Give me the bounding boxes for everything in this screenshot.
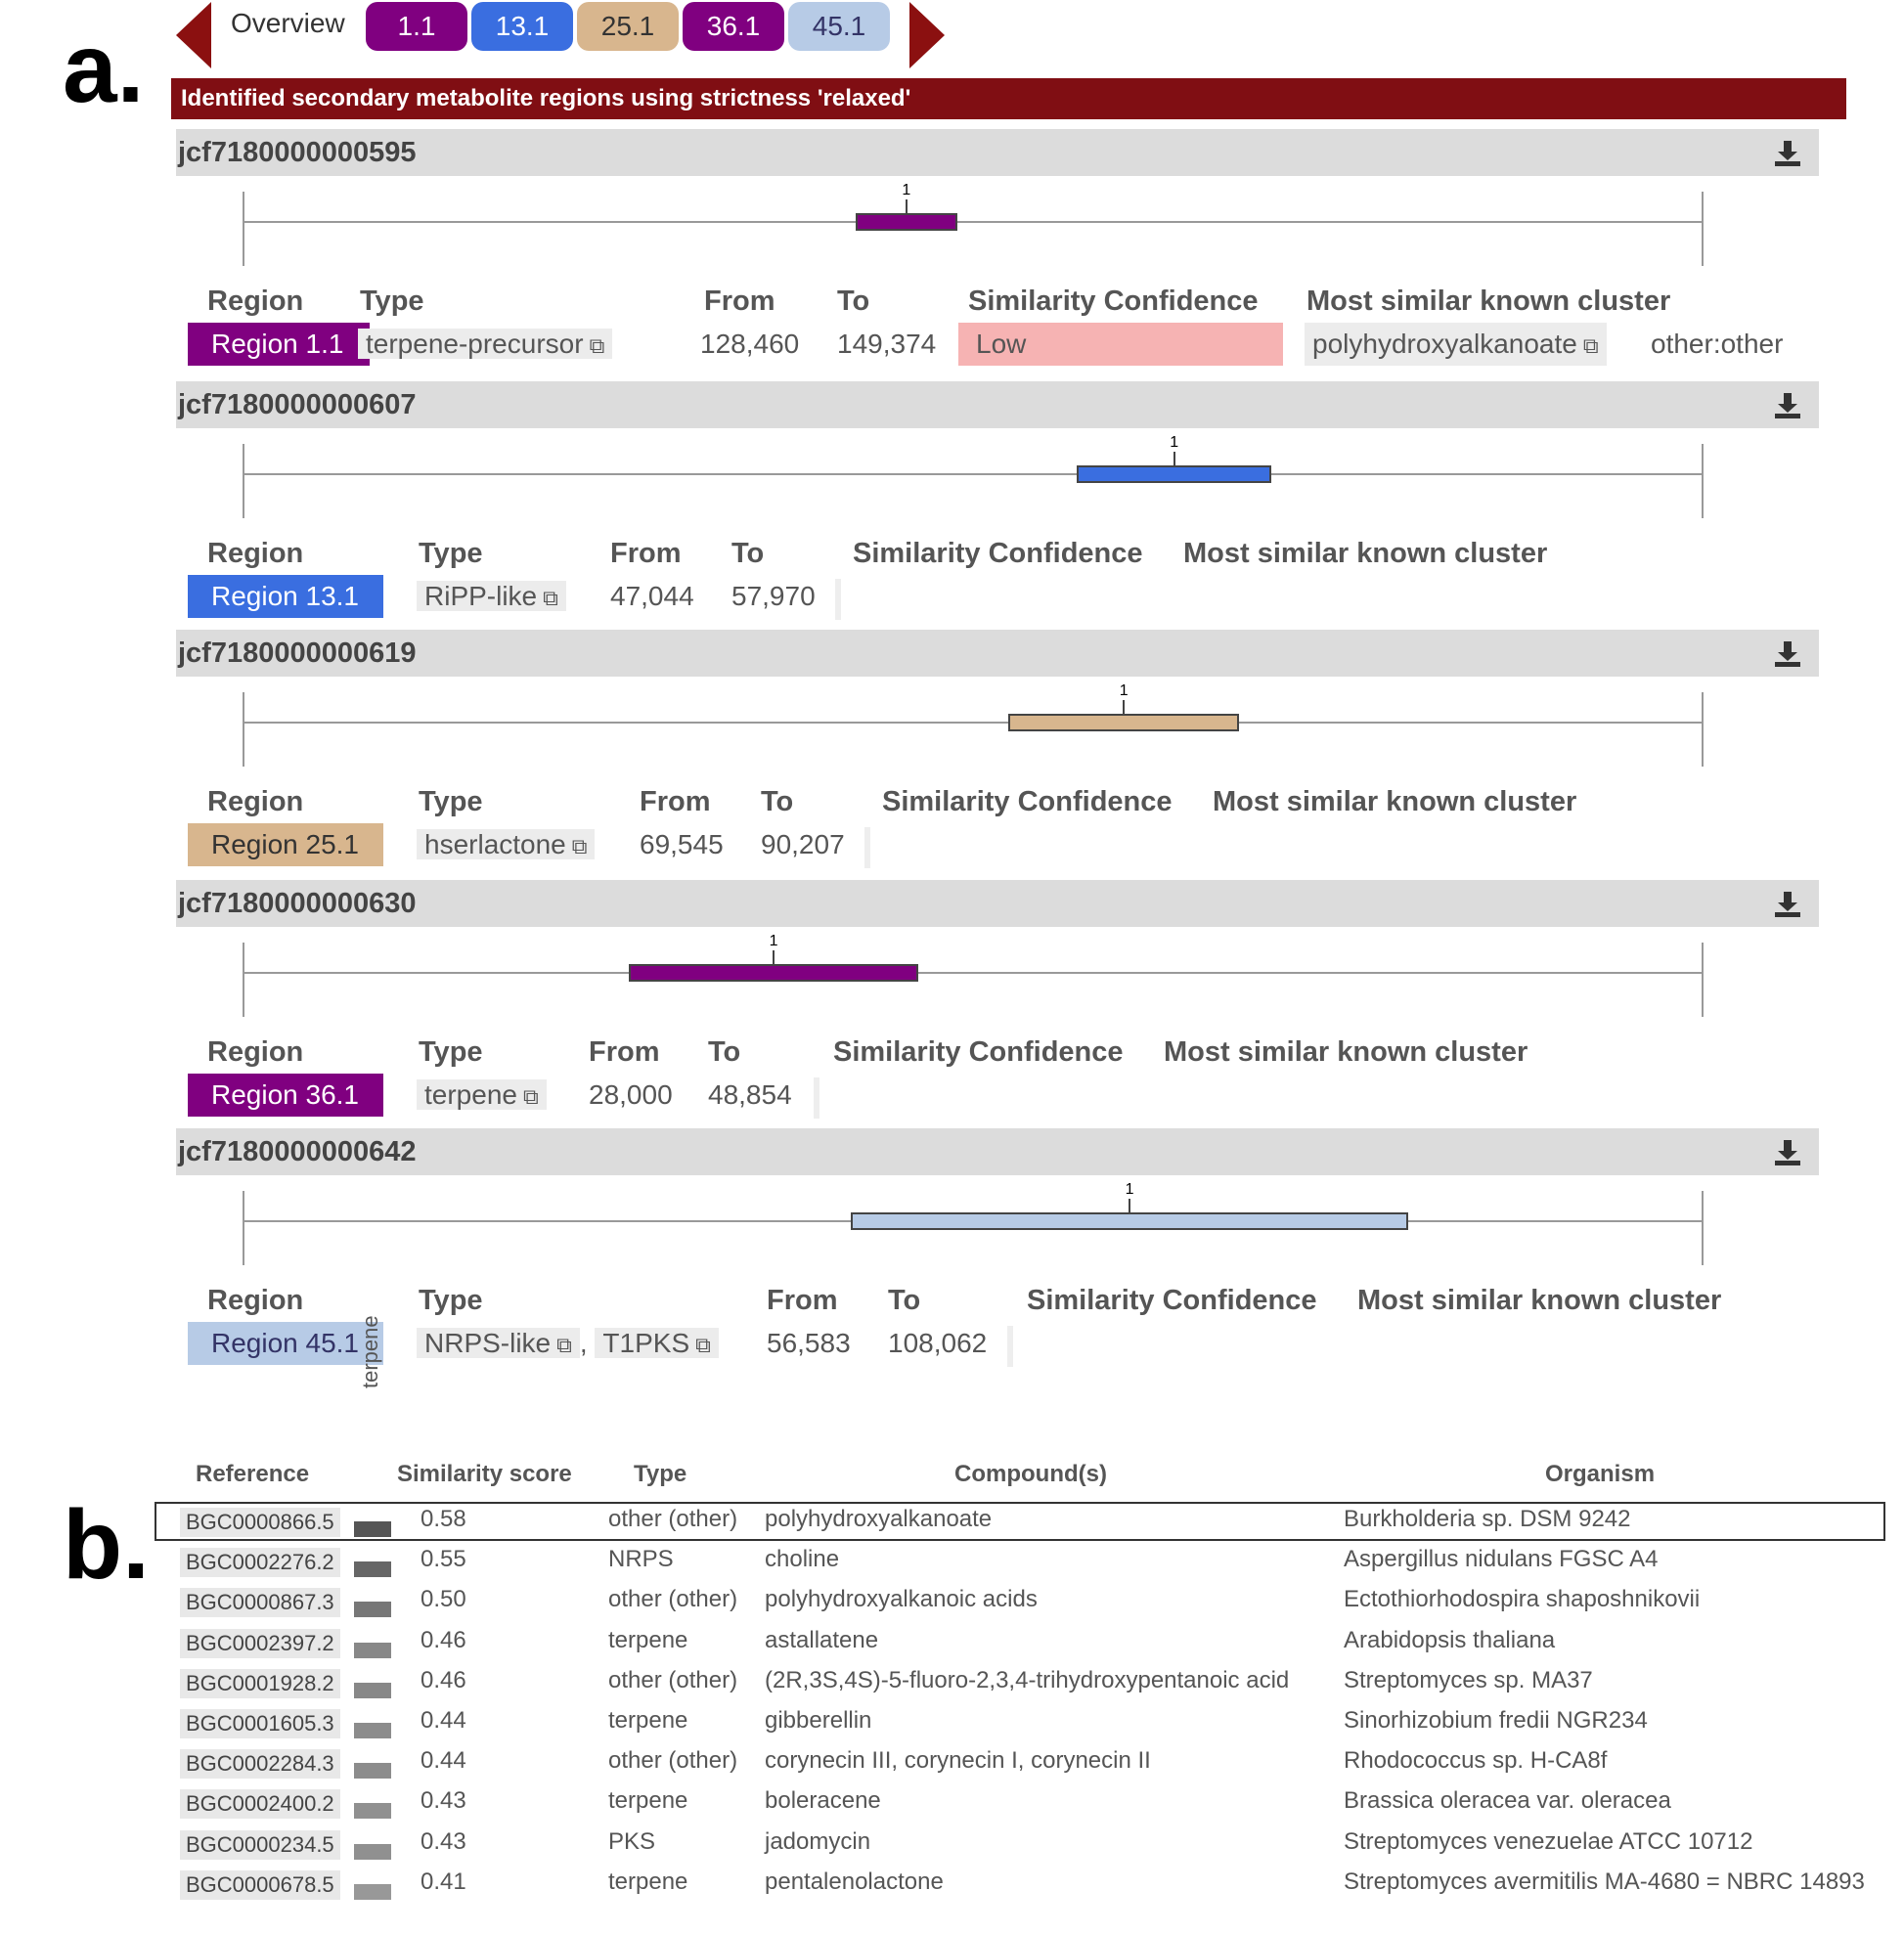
to-header: To: [888, 1285, 921, 1316]
download-icon[interactable]: [1772, 890, 1803, 919]
region-header: Region: [207, 1036, 304, 1068]
record-id: jcf7180000000642: [178, 1136, 417, 1167]
reference-header: Reference: [196, 1461, 310, 1487]
external-link-icon: ⧉: [1582, 333, 1599, 358]
region-bar[interactable]: [1077, 465, 1270, 483]
from-value: 128,460: [700, 329, 800, 359]
from-value: 56,583: [767, 1328, 851, 1358]
region-bar-label: 1: [1119, 682, 1129, 699]
cluster-type: other:other: [1651, 329, 1784, 359]
table-row: [176, 1623, 1897, 1662]
similarity-score: 0.46: [421, 1666, 466, 1693]
region-info-table: [176, 282, 1819, 389]
organism: Arabidopsis thaliana: [1344, 1626, 1556, 1653]
download-icon[interactable]: [1772, 1138, 1803, 1167]
to-value: 108,062: [888, 1328, 988, 1358]
similarity-score: 0.50: [421, 1586, 466, 1613]
rotated-column-header: terpene: [358, 1315, 382, 1388]
region-info-table: [176, 534, 1819, 641]
compounds: (2R,3S,4S)-5-fluoro-2,3,4-trihydroxypentanoic acid: [765, 1666, 1290, 1693]
organism-header: Organism: [1545, 1461, 1656, 1487]
region-header: Region: [207, 1285, 304, 1316]
bgc-reference-link[interactable]: BGC0002400.2: [180, 1789, 340, 1819]
region-track: [176, 176, 1819, 282]
from-header: From: [767, 1285, 838, 1316]
region-track: [176, 677, 1819, 782]
empty-similarity-cell: [835, 579, 841, 620]
type-header: Type: [419, 538, 483, 569]
similarity-bar: [354, 1643, 391, 1658]
record-header: [176, 880, 1819, 927]
region-track: [176, 428, 1819, 534]
to-value: 90,207: [761, 829, 845, 859]
similarity-header: Similarity Confidence: [853, 538, 1143, 569]
region-header: Region: [207, 286, 304, 317]
region-bar-stem: [906, 199, 908, 213]
bgc-type: terpene: [608, 1626, 688, 1653]
similarity-score: 0.44: [421, 1707, 466, 1734]
similarity-bar: [354, 1561, 391, 1577]
similarity-header: Similarity Confidence: [833, 1036, 1124, 1068]
organism: Streptomyces avermitilis MA-4680 = NBRC 14893: [1344, 1868, 1865, 1895]
organism: Sinorhizobium fredii NGR234: [1344, 1707, 1648, 1734]
region-bar-label: 1: [1170, 434, 1179, 451]
to-value: 57,970: [731, 581, 816, 611]
panel-label-a: a.: [63, 14, 145, 123]
bgc-reference-link[interactable]: BGC0000678.5: [180, 1870, 340, 1900]
bgc-reference-link[interactable]: BGC0002397.2: [180, 1629, 340, 1658]
track-start-tick: [243, 943, 244, 1017]
empty-similarity-cell: [1007, 1326, 1013, 1367]
region-bar[interactable]: [851, 1212, 1408, 1230]
region-bar[interactable]: [1008, 714, 1239, 731]
similarity-confidence: Low: [958, 323, 1283, 366]
to-header: To: [731, 538, 765, 569]
compounds: polyhydroxyalkanoate: [765, 1506, 993, 1532]
type-link[interactable]: [595, 1328, 718, 1358]
type-link[interactable]: [417, 1328, 580, 1358]
region-link[interactable]: Region 1.1: [188, 323, 370, 366]
similarity-bar: [354, 1683, 391, 1698]
similar-cluster-label: polyhydroxyalkanoate: [1312, 329, 1577, 359]
panel-label-b: b.: [63, 1490, 150, 1600]
download-icon[interactable]: [1772, 391, 1803, 420]
organism: Streptomyces sp. MA37: [1344, 1666, 1593, 1693]
region-bar-label: 1: [902, 182, 911, 198]
next-arrow-icon[interactable]: [909, 2, 945, 68]
bgc-reference-link[interactable]: BGC0000234.5: [180, 1830, 340, 1860]
region-track: [176, 927, 1819, 1033]
table-row: [176, 1865, 1897, 1904]
similarity-score: 0.43: [421, 1827, 466, 1855]
nav-pill-1-1[interactable]: 1.1: [366, 2, 467, 51]
from-value: 47,044: [610, 581, 694, 611]
table-row: [176, 1703, 1897, 1742]
empty-similarity-cell: [864, 827, 870, 868]
bgc-type: terpene: [608, 1868, 688, 1895]
nav-pill-25-1[interactable]: 25.1: [577, 2, 679, 51]
type-link[interactable]: [417, 829, 595, 859]
download-icon[interactable]: [1772, 139, 1803, 168]
region-bar-stem: [1129, 1199, 1130, 1212]
type-label: NRPS-like: [424, 1328, 552, 1358]
to-value: 149,374: [837, 329, 937, 359]
similarity-bar: [354, 1844, 391, 1860]
similarity-bar: [354, 1803, 391, 1819]
similarity-score-header: Similarity score: [397, 1461, 572, 1487]
bgc-type: terpene: [608, 1707, 688, 1734]
region-info-table: [176, 1033, 1819, 1140]
nav-pill-13-1[interactable]: 13.1: [471, 2, 573, 51]
track-start-tick: [243, 192, 244, 266]
track-end-tick: [1702, 692, 1704, 767]
empty-similarity-cell: [814, 1077, 819, 1119]
region-link[interactable]: Region 25.1: [188, 823, 383, 866]
compounds: astallatene: [765, 1626, 879, 1653]
track-axis: [243, 221, 1702, 223]
bgc-type: other (other): [608, 1747, 738, 1775]
compounds: pentalenolactone: [765, 1868, 944, 1895]
record-header: [176, 129, 1819, 176]
external-link-icon: ⧉: [556, 1333, 572, 1357]
similarity-bar: [354, 1602, 391, 1617]
organism: Ectothiorhodospira shaposhnikovii: [1344, 1586, 1701, 1613]
region-bar-label: 1: [769, 933, 778, 949]
type-label: T1PKS: [602, 1328, 690, 1358]
region-link[interactable]: Region 13.1: [188, 575, 383, 618]
type-list: [417, 1074, 547, 1117]
record-id: jcf7180000000619: [178, 637, 417, 669]
most-similar-header: Most similar known cluster: [1306, 286, 1671, 317]
organism: Streptomyces venezuelae ATCC 10712: [1344, 1827, 1753, 1855]
external-link-icon: ⧉: [571, 834, 588, 858]
strictness-banner: Identified secondary metabolite regions using strictness 'relaxed': [171, 78, 1846, 119]
overview-link[interactable]: Overview: [231, 8, 345, 38]
nav-pill-36-1[interactable]: 36.1: [683, 2, 784, 51]
type-label: terpene-precursor: [366, 329, 584, 359]
track-start-tick: [243, 444, 244, 518]
similarity-score: 0.46: [421, 1626, 466, 1653]
track-end-tick: [1702, 943, 1704, 1017]
region-bar[interactable]: [856, 213, 957, 231]
to-header: To: [837, 286, 870, 317]
bgc-reference-link[interactable]: BGC0000866.5: [180, 1508, 340, 1537]
bgc-reference-link[interactable]: BGC0001928.2: [180, 1669, 340, 1698]
record-id: jcf7180000000595: [178, 137, 417, 168]
compounds: jadomycin: [765, 1827, 871, 1855]
most-similar-header: Most similar known cluster: [1183, 538, 1548, 569]
track-axis: [243, 722, 1702, 724]
record-header: [176, 630, 1819, 677]
record-header: [176, 381, 1819, 428]
record-header: [176, 1128, 1819, 1175]
region-header: Region: [207, 538, 304, 569]
region-bar-stem: [773, 950, 775, 964]
type-header: Type: [419, 786, 483, 817]
record-id: jcf7180000000607: [178, 389, 417, 420]
bgc-reference-link[interactable]: BGC0002284.3: [180, 1749, 340, 1779]
type-header: Type: [419, 1285, 483, 1316]
bgc-type: NRPS: [608, 1546, 674, 1573]
type-list: [358, 323, 612, 366]
region-bar[interactable]: [629, 964, 917, 982]
most-similar-header: Most similar known cluster: [1213, 786, 1577, 817]
region-record: [176, 880, 1819, 1140]
type-list: [417, 1322, 719, 1365]
track-end-tick: [1702, 192, 1704, 266]
region-record: [176, 1128, 1819, 1388]
similarity-score: 0.44: [421, 1747, 466, 1775]
external-link-icon: ⧉: [589, 333, 605, 358]
region-bar-stem: [1173, 452, 1175, 465]
organism: Rhodococcus sp. H-CA8f: [1344, 1747, 1608, 1775]
to-header: To: [761, 786, 794, 817]
to-header: To: [708, 1036, 741, 1068]
from-value: 28,000: [589, 1079, 673, 1110]
region-bar-label: 1: [1125, 1181, 1134, 1198]
nav-pill-45-1[interactable]: 45.1: [788, 2, 890, 51]
bgc-reference-link[interactable]: BGC0000867.3: [180, 1588, 340, 1617]
similar-cluster-link[interactable]: [1305, 323, 1607, 366]
table-row: [176, 1582, 1897, 1621]
most-similar-header: Most similar known cluster: [1357, 1285, 1722, 1316]
download-icon[interactable]: [1772, 639, 1803, 669]
from-header: From: [610, 538, 682, 569]
compounds: gibberellin: [765, 1707, 872, 1734]
track-axis: [243, 473, 1702, 475]
type-label: hserlactone: [424, 829, 566, 859]
external-link-icon: ⧉: [695, 1333, 711, 1357]
type-link[interactable]: [417, 1079, 547, 1110]
compounds-header: Compound(s): [954, 1461, 1107, 1487]
similarity-header: Similarity Confidence: [882, 786, 1173, 817]
similarity-score: 0.41: [421, 1868, 466, 1895]
similarity-bar: [354, 1723, 391, 1738]
track-axis: [243, 972, 1702, 974]
bgc-reference-link[interactable]: BGC0002276.2: [180, 1548, 340, 1577]
table-row: [176, 1502, 1897, 1541]
region-navigation: [176, 0, 949, 51]
similarity-bar: [354, 1521, 391, 1537]
from-value: 69,545: [640, 829, 724, 859]
region-info-table: [176, 1281, 1819, 1388]
external-link-icon: ⧉: [543, 586, 558, 610]
compounds: boleracene: [765, 1787, 881, 1815]
type-list: [417, 575, 566, 618]
compounds: polyhydroxyalkanoic acids: [765, 1586, 1038, 1613]
from-header: From: [589, 1036, 660, 1068]
type-header: Type: [419, 1036, 483, 1068]
track-start-tick: [243, 692, 244, 767]
table-row: [176, 1824, 1897, 1864]
record-id: jcf7180000000630: [178, 888, 417, 919]
region-record: [176, 129, 1819, 389]
type-link[interactable]: [358, 329, 612, 359]
bgc-type: other (other): [608, 1586, 738, 1613]
type-label: terpene: [424, 1079, 517, 1110]
bgc-type: other (other): [608, 1506, 738, 1532]
type-header: Type: [634, 1461, 687, 1487]
most-similar-header: Most similar known cluster: [1164, 1036, 1528, 1068]
table-row: [176, 1663, 1897, 1702]
region-link[interactable]: Region 45.1: [188, 1322, 383, 1365]
bgc-type: other (other): [608, 1666, 738, 1693]
compounds: choline: [765, 1546, 840, 1573]
similarity-bar: [354, 1763, 391, 1779]
from-header: From: [640, 786, 711, 817]
track-start-tick: [243, 1191, 244, 1265]
from-header: From: [704, 286, 775, 317]
track-end-tick: [1702, 444, 1704, 518]
region-bar-stem: [1123, 700, 1125, 714]
type-link[interactable]: [417, 581, 566, 611]
table-row: [176, 1743, 1897, 1782]
region-record: [176, 630, 1819, 890]
similarity-score: 0.58: [421, 1506, 466, 1532]
organism: Brassica oleracea var. oleracea: [1344, 1787, 1671, 1815]
similarity-header: Similarity Confidence: [1027, 1285, 1317, 1316]
region-header: Region: [207, 786, 304, 817]
similarity-score: 0.55: [421, 1546, 466, 1573]
region-record: [176, 381, 1819, 641]
track-end-tick: [1702, 1191, 1704, 1265]
external-link-icon: ⧉: [522, 1084, 539, 1109]
to-value: 48,854: [708, 1079, 792, 1110]
type-header: Type: [360, 286, 424, 317]
organism: Aspergillus nidulans FGSC A4: [1344, 1546, 1659, 1573]
bgc-type: PKS: [608, 1827, 656, 1855]
region-info-table: [176, 782, 1819, 890]
type-separator: ,: [579, 1328, 596, 1358]
region-link[interactable]: Region 36.1: [188, 1074, 383, 1117]
organism: Burkholderia sp. DSM 9242: [1344, 1506, 1631, 1532]
compounds: corynecin III, corynecin I, corynecin II: [765, 1747, 1151, 1775]
previous-arrow-icon[interactable]: [176, 2, 211, 68]
type-label: RiPP-like: [424, 581, 538, 611]
table-row: [176, 1783, 1897, 1823]
type-list: [417, 823, 595, 866]
similarity-header: Similarity Confidence: [968, 286, 1259, 317]
bgc-type: terpene: [608, 1787, 688, 1815]
table-row: [176, 1542, 1897, 1581]
similarity-bar: [354, 1884, 391, 1900]
bgc-reference-link[interactable]: BGC0001605.3: [180, 1709, 340, 1738]
similarity-score: 0.43: [421, 1787, 466, 1815]
region-track: [176, 1175, 1819, 1281]
